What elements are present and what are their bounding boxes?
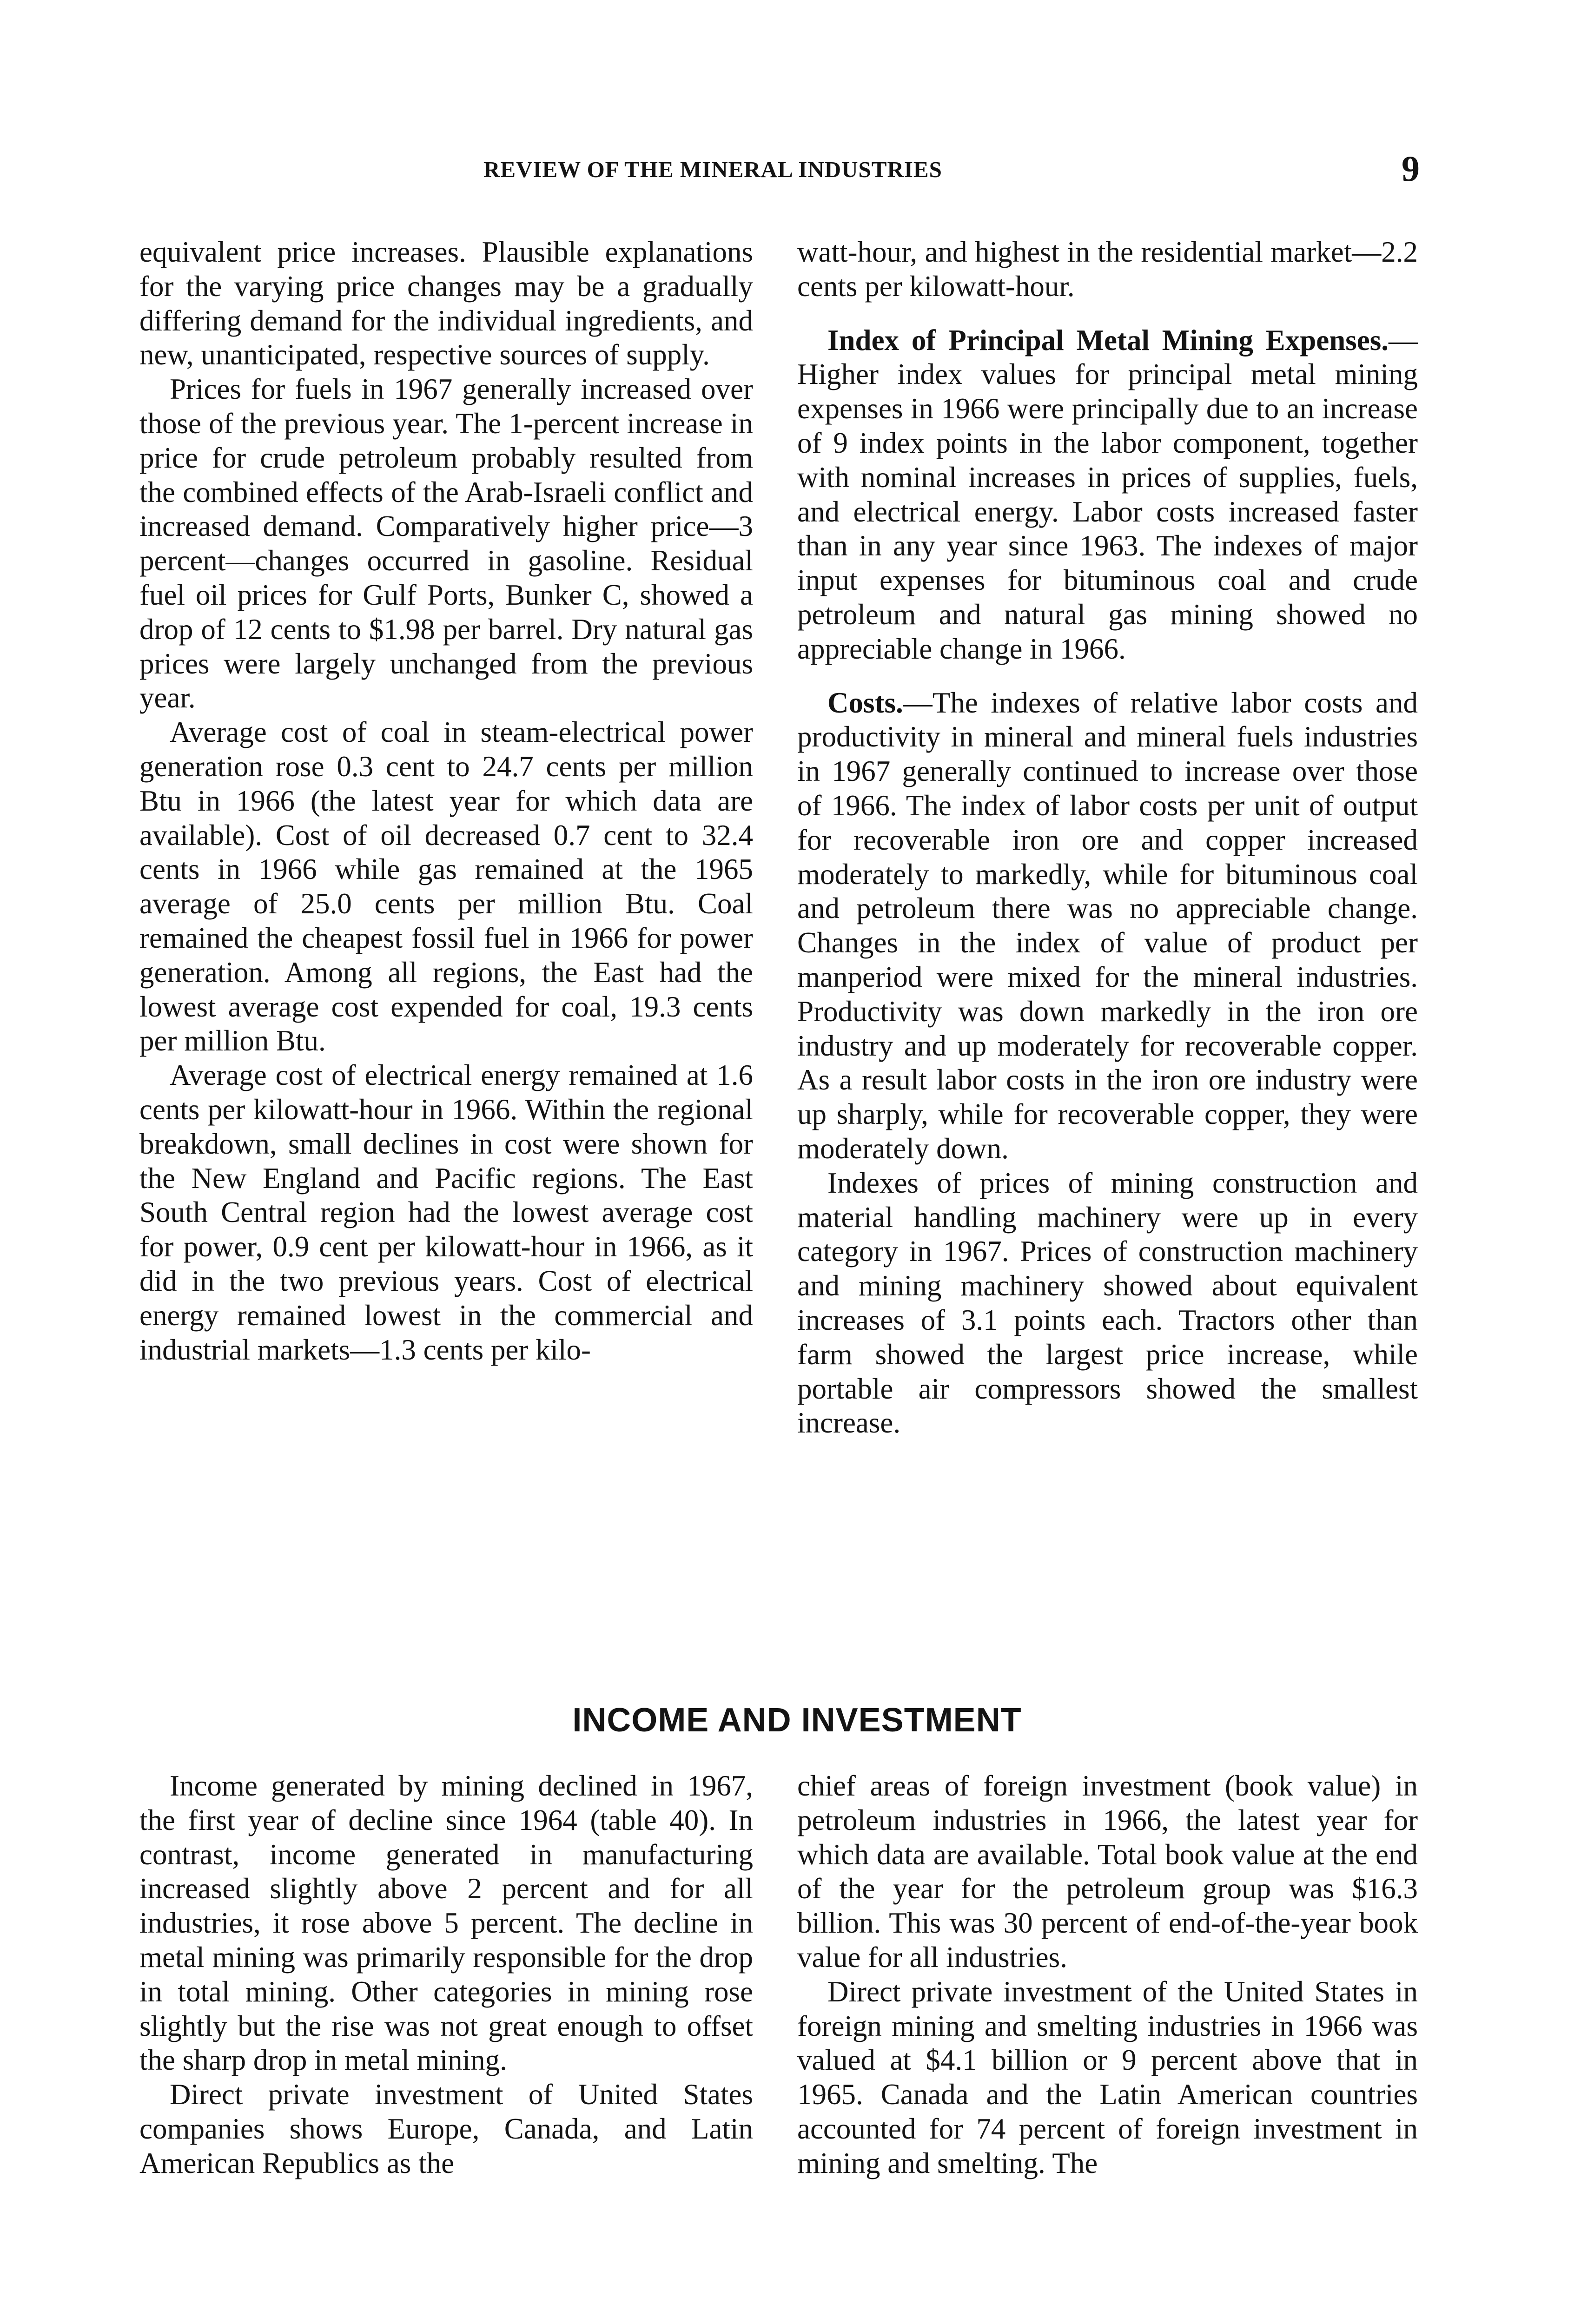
page-header (0, 148, 1594, 190)
page-number: 9 (1402, 148, 1420, 189)
run-in-heading: Index of Principal Metal Mining Expenses. (827, 324, 1389, 357)
top-right-column (797, 235, 1418, 1440)
paragraph: Direct private investment of United States companies shows Europe, Canada, and Latin American Republics as the (139, 2078, 753, 2179)
top-left-column (139, 235, 753, 1367)
bottom-right-column (797, 1769, 1418, 2181)
run-in-heading: Costs. (827, 686, 903, 719)
paragraph-body: —Higher index values for principal metal mining expenses in 1966 were principally due to an increase of 9 index points in the labor component, together with nominal increases in prices of supplies, fuels, and electrical energy. Labor costs increased faster than in any year since 1963. The indexes of major input expenses for bituminous coal and crude petroleum and natural gas mining showed no appreciable change in 1966. (797, 324, 1418, 665)
section-heading: INCOME AND INVESTMENT (572, 1702, 1022, 1739)
running-title: REVIEW OF THE MINERAL INDUSTRIES (483, 157, 942, 182)
paragraph: Direct private investment of the United States in foreign mining and smelting industries in 1966 was valued at $4.1 billion or 9 percent above that in 1965. Canada and the Latin American countries accounted for 74 percent of foreign investment in mining and smelting. The (797, 1975, 1418, 2179)
paragraph: Income generated by mining declined in 1967, the first year of decline since 1964 (table 40). In contrast, income generated in manufacturing increased slightly above 2 percent and for all industries, it rose above 5 percent. The decline in metal mining was primarily responsible for the drop in total mining. Other categories in mining rose slightly but the rise was not great enough to offset the sharp drop in metal mining. (139, 1769, 753, 2077)
paragraph (797, 324, 1418, 667)
paragraph: watt-hour, and highest in the residential market—2.2 cents per kilowatt-hour. (797, 236, 1418, 303)
paragraph: Average cost of electrical energy remained at 1.6 cents per kilowatt-hour in 1966. Within the regional breakdown, small declines in cost were shown for the New England and Pacific regions. The East South Central region had the lowest average cost for power, 0.9 cent per kilowatt-hour in 1966, as it did in the two previous years. Cost of electrical energy remained lowest in the commercial and industrial markets—1.3 cents per kilo- (139, 1059, 753, 1366)
paragraph: chief areas of foreign investment (book value) in petroleum industries in 1966, the latest year for which data are available. Total book value at the end of the year for the petroleum group was $16.3 billion. This was 30 percent of end-of-the-year book value for all industries. (797, 1769, 1418, 1974)
paragraph (797, 686, 1418, 1166)
paragraph-body: —The indexes of relative labor costs and productivity in mineral and mineral fuels industries in 1967 generally continued to increase over those of 1966. The index of labor costs per unit of output for recoverable iron ore and copper increased moderately to markedly, while for bituminous coal and petroleum there was no appreciable change. Changes in the index of value of product per manperiod were mixed for the mineral industries. Productivity was down markedly in the iron ore industry and up moderately for recoverable copper. As a result labor costs in the iron ore industry were up sharply, while for recoverable copper, they were moderately down. (797, 686, 1418, 1165)
paragraph: Indexes of prices of mining construction and material handling machinery were up in every category in 1967. Prices of construction machinery and mining machinery showed about equivalent increases of 3.1 points each. Tractors other than farm showed the largest price increase, while portable air compressors showed the smallest increase. (797, 1166, 1418, 1439)
paragraph: Average cost of coal in steam-electrical power generation rose 0.3 cent to 24.7 cents per million Btu in 1966 (the latest year for which data are available). Cost of oil decreased 0.7 cent to 32.4 cents in 1966 while gas remained at the 1965 average of 25.0 cents per million Btu. Coal remained the cheapest fossil fuel in 1966 for power generation. Among all regions, the East had the lowest average cost expended for coal, 19.3 cents per million Btu. (139, 716, 753, 1057)
bottom-left-column (139, 1769, 753, 2181)
paragraph: equivalent price increases. Plausible explanations for the varying price changes may be a gradually differing demand for the individual ingredients, and new, unanticipated, respective sources of supply. (139, 236, 753, 371)
paragraph: Prices for fuels in 1967 generally increased over those of the previous year. The 1-percent increase in price for crude petroleum probably resulted from the combined effects of the Arab-Israeli conflict and increased demand. Comparatively higher price—3 percent—changes occurred in gasoline. Residual fuel oil prices for Gulf Ports, Bunker C, showed a drop of 12 cents to $1.98 per barrel. Dry natural gas prices were largely unchanged from the previous year. (139, 373, 753, 714)
